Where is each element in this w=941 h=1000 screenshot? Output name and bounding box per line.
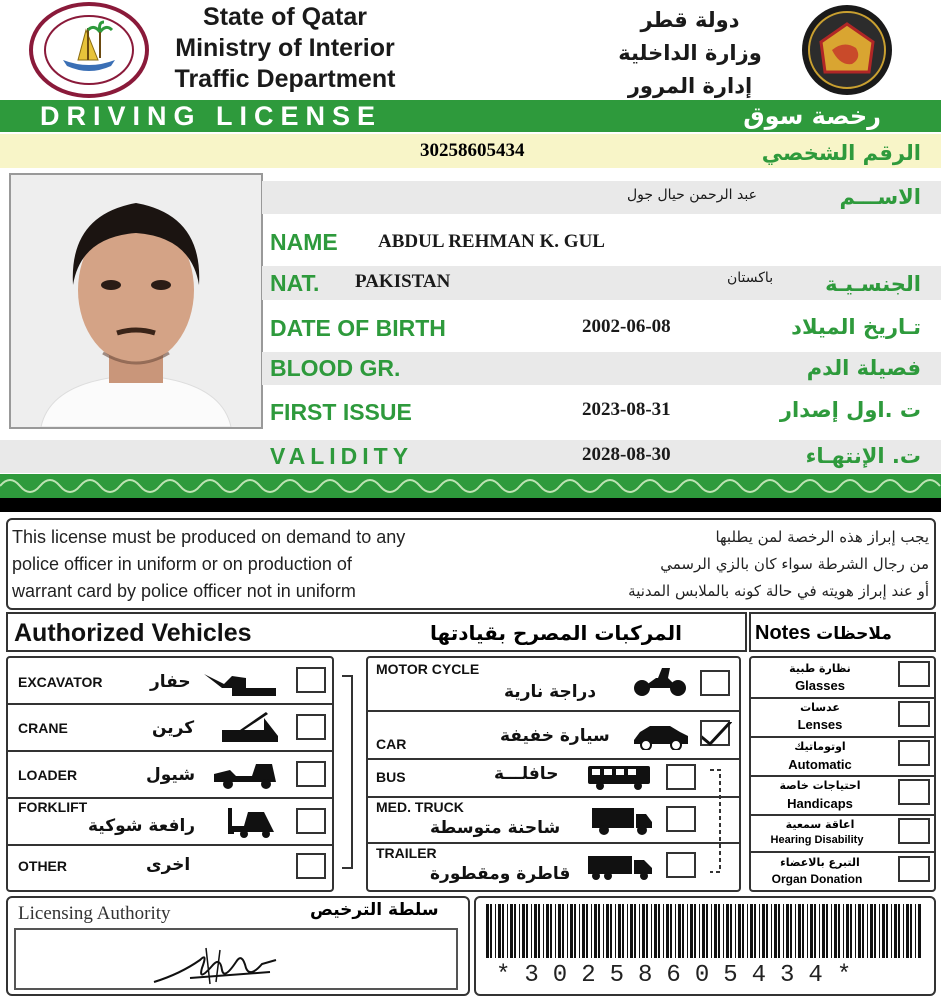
barcode-bar xyxy=(730,904,732,958)
note-automatic: Automatic xyxy=(788,757,852,772)
first-issue-value: 2023-08-31 xyxy=(582,399,671,420)
notice-ar-line-1: يجب إبراز هذه الرخصة لمن يطلبها xyxy=(715,528,929,546)
trailer-truck-icon xyxy=(586,852,656,882)
barcode-bar xyxy=(886,904,888,958)
bracket-icon xyxy=(706,766,730,876)
vehicle-forklift-label-ar: رافعة شوكية xyxy=(88,816,196,836)
notice-en-line-1: This license must be produced on demand to any xyxy=(12,527,406,547)
header-ar-line-ministry: وزارة الداخلية xyxy=(618,41,762,65)
note-handicaps: Handicaps xyxy=(787,796,853,811)
barcode-bar xyxy=(663,904,664,958)
dob-value: 2002-06-08 xyxy=(582,316,671,337)
barcode-bar xyxy=(754,904,756,958)
barcode-bar xyxy=(574,904,576,958)
barcode-bar xyxy=(550,904,552,958)
signature-icon xyxy=(150,938,280,988)
barcode-bar xyxy=(666,904,669,958)
barcode-bar xyxy=(783,904,784,958)
barcode-bar xyxy=(802,904,804,958)
notice-arabic xyxy=(628,524,929,605)
barcode-bar xyxy=(498,904,501,958)
notice-en-line-2: police officer in uniform or on production of xyxy=(12,554,352,574)
dob-label: DATE OF BIRTH xyxy=(270,315,446,341)
barcode-bar xyxy=(891,904,892,958)
barcode-bar xyxy=(918,904,921,958)
barcode-bar xyxy=(838,904,840,958)
forklift-checkbox[interactable] xyxy=(296,808,326,834)
divider xyxy=(368,842,739,844)
excavator-icon xyxy=(202,668,280,698)
barcode-bar xyxy=(726,904,729,958)
barcode-bar xyxy=(862,904,864,958)
automatic-checkbox[interactable] xyxy=(898,740,930,766)
row-dob xyxy=(262,312,941,344)
barcode-bar xyxy=(699,904,700,958)
barcode-bar xyxy=(654,904,657,958)
barcode-bar xyxy=(882,904,885,958)
header-arabic xyxy=(600,4,780,103)
vehicle-car-label-ar: سيارة خفيفة xyxy=(500,726,610,746)
barcode-bar xyxy=(486,904,489,958)
barcode-bar xyxy=(810,904,813,958)
vehicle-car-label: CAR xyxy=(376,736,407,752)
barcode-bar xyxy=(534,904,537,958)
note-automatic-ar: اوتوماتيك xyxy=(794,740,846,753)
divider xyxy=(8,750,332,752)
barcode-bar xyxy=(718,904,720,958)
divider xyxy=(8,703,332,705)
note-hearing-ar: اعاقة سمعية xyxy=(785,818,855,831)
header-ar-line-department: إدارة المرور xyxy=(627,74,753,98)
vehicle-forklift-label: FORKLIFT xyxy=(18,799,88,815)
checkmark-icon xyxy=(702,722,732,748)
authorized-vehicles-title: Authorized Vehicles xyxy=(14,619,252,647)
barcode-bar xyxy=(490,904,492,958)
row-validity xyxy=(0,440,941,473)
notes-title-en: Notes xyxy=(755,622,811,644)
divider xyxy=(368,796,739,798)
name-label-ar: الاســـم xyxy=(839,185,921,209)
barcode-bar xyxy=(603,904,604,958)
barcode-bar xyxy=(594,904,597,958)
barcode-bar xyxy=(870,904,873,958)
first-issue-label-ar: ت .اول إصدار xyxy=(779,398,921,422)
note-lenses: Lenses xyxy=(797,717,843,732)
name-value: ABDUL REHMAN K. GUL xyxy=(378,231,605,252)
other-checkbox[interactable] xyxy=(296,853,326,879)
divider xyxy=(751,814,934,816)
row-name-ar xyxy=(262,181,941,214)
barcode-bar xyxy=(766,904,768,958)
vehicle-trailer-label-ar: قاطرة ومقطورة xyxy=(430,864,571,884)
notes-title xyxy=(755,616,892,651)
license-front xyxy=(0,0,941,498)
barcode-bar xyxy=(543,904,544,958)
barcode-bar xyxy=(771,904,772,958)
divider xyxy=(751,851,934,853)
personal-id-value: 30258605434 xyxy=(420,140,525,161)
name-label: NAME xyxy=(270,229,338,255)
barcode-bar xyxy=(639,904,640,958)
vehicle-crane-label-ar: كرين xyxy=(152,718,195,738)
row-name xyxy=(262,226,941,258)
barcode-bar xyxy=(642,904,645,958)
barcode-bar xyxy=(627,904,628,958)
med-truck-checkbox[interactable] xyxy=(666,806,696,832)
notice-english xyxy=(12,524,405,605)
header-line-department: Traffic Department xyxy=(174,65,396,93)
barcode-bar xyxy=(738,904,741,958)
barcode-bar xyxy=(874,904,876,958)
barcode-bar xyxy=(910,904,912,958)
barcode-bar xyxy=(795,904,796,958)
barcode-bar xyxy=(598,904,600,958)
barcode-bar xyxy=(843,904,844,958)
authorized-vehicles-title-ar: المركبات المصرح بقيادتها xyxy=(430,621,682,645)
barcode-bar xyxy=(826,904,828,958)
barcode-bar xyxy=(867,904,868,958)
barcode-bar xyxy=(819,904,820,958)
barcode-bar xyxy=(567,904,568,958)
row-first-issue xyxy=(262,396,941,428)
note-organ-ar: التبرع بالاعضاء xyxy=(780,856,860,869)
barcode-bar xyxy=(606,904,609,958)
validity-label-ar: ت. الإنتهـاء xyxy=(805,444,921,468)
barcode-bar xyxy=(531,904,532,958)
barcode-bar xyxy=(690,904,693,958)
divider xyxy=(751,697,934,699)
row-blood xyxy=(262,352,941,385)
barcode-bar xyxy=(814,904,816,958)
barcode-bar xyxy=(706,904,708,958)
name-value-ar: عبد الرحمن حيال جول xyxy=(627,187,757,203)
motorcycle-checkbox[interactable] xyxy=(700,670,730,696)
blood-label-ar: فصيلة الدم xyxy=(806,356,921,380)
pattern-icon xyxy=(0,474,941,498)
barcode-bar xyxy=(579,904,580,958)
vehicle-crane-label: CRANE xyxy=(18,720,68,736)
nationality-label: NAT. xyxy=(270,270,320,296)
barcode-bar xyxy=(646,904,648,958)
barcode-bar xyxy=(711,904,712,958)
excavator-checkbox[interactable] xyxy=(296,667,326,693)
loader-checkbox[interactable] xyxy=(296,761,326,787)
holder-photo xyxy=(9,173,263,429)
vehicle-excavator-label-ar: حفار xyxy=(150,672,191,692)
barcode-bar xyxy=(555,904,556,958)
barcode-bar xyxy=(670,904,672,958)
note-glasses-ar: نظارة طبية xyxy=(789,662,851,675)
bus-icon xyxy=(586,764,652,790)
first-issue-label: FIRST ISSUE xyxy=(270,399,412,425)
ministry-emblem-icon xyxy=(28,2,150,98)
barcode-bar xyxy=(658,904,660,958)
barcode-bar xyxy=(546,904,549,958)
note-handicaps-ar: احتياجات خاصة xyxy=(779,779,861,792)
vehicle-bus-label: BUS xyxy=(376,769,406,785)
vehicle-trailer-label: TRAILER xyxy=(376,845,437,861)
barcode-bar xyxy=(786,904,789,958)
barcode-bar xyxy=(742,904,744,958)
barcode-bar xyxy=(526,904,528,958)
notice-ar-line-2: من رجال الشرطة سواء كان بالزي الرسمي xyxy=(660,555,929,573)
vehicle-motorcycle-label-ar: دراجة نارية xyxy=(504,682,597,702)
person-portrait-icon xyxy=(11,175,261,427)
barcode-bar xyxy=(858,904,861,958)
barcode-bar xyxy=(634,904,636,958)
handicaps-checkbox[interactable] xyxy=(898,779,930,805)
barcode-bar xyxy=(558,904,561,958)
barcode-bar xyxy=(879,904,880,958)
motorcycle-icon xyxy=(632,666,688,698)
hearing-checkbox[interactable] xyxy=(898,818,930,844)
crane-truck-icon xyxy=(220,710,282,746)
nationality-value: PAKISTAN xyxy=(355,271,451,292)
document-title-ar: رخصة سوق xyxy=(743,102,881,130)
vehicle-bus-label-ar: حافلـــة xyxy=(494,764,559,784)
crane-checkbox[interactable] xyxy=(296,714,326,740)
nationality-value-ar: باكستان xyxy=(727,270,774,286)
barcode-bar xyxy=(735,904,736,958)
car-icon xyxy=(632,722,690,750)
divider xyxy=(751,775,934,777)
dob-label-ar: تـاريخ الميلاد xyxy=(791,315,921,339)
barcode-bar xyxy=(678,904,681,958)
barcode-bar xyxy=(507,904,508,958)
vehicle-loader-label-ar: شيول xyxy=(146,765,196,785)
licensing-authority-label: Licensing Authority xyxy=(18,903,171,924)
barcode-bar xyxy=(759,904,760,958)
barcode-bar xyxy=(831,904,832,958)
decorative-pattern-band xyxy=(0,474,941,498)
row-nationality xyxy=(262,266,941,300)
nationality-label-ar: الجنسـيـة xyxy=(825,272,921,296)
barcode-bar xyxy=(586,904,588,958)
divider xyxy=(751,736,934,738)
notes-title-ar: ملاحظات xyxy=(816,624,892,644)
barcode-bar xyxy=(610,904,612,958)
note-lenses-ar: عدسات xyxy=(800,701,840,714)
vehicle-loader-label: LOADER xyxy=(18,767,78,783)
barcode-bar xyxy=(519,904,520,958)
barcode-bar xyxy=(790,904,792,958)
note-hearing: Hearing Disability xyxy=(770,834,864,846)
barcode-bar xyxy=(774,904,777,958)
barcode-bar xyxy=(822,904,825,958)
barcode-bar xyxy=(694,904,696,958)
barcode-bar xyxy=(807,904,808,958)
separator-band xyxy=(0,498,941,512)
divider xyxy=(8,844,332,846)
organ-checkbox[interactable] xyxy=(898,856,930,882)
personal-id-label: الرقم الشخصي xyxy=(761,141,921,165)
barcode-bar xyxy=(591,904,592,958)
vehicle-motorcycle-label: MOTOR CYCLE xyxy=(376,661,480,677)
note-glasses: Glasses xyxy=(795,678,845,693)
barcode-bar xyxy=(915,904,916,958)
barcode-bar xyxy=(723,904,724,958)
document-title: DRIVING LICENSE xyxy=(40,101,383,131)
vehicle-other-label: OTHER xyxy=(18,858,67,874)
bus-checkbox[interactable] xyxy=(666,764,696,790)
vehicle-med-truck-label: MED. TRUCK xyxy=(376,799,464,815)
barcode-bar xyxy=(538,904,540,958)
loader-icon xyxy=(212,760,282,790)
barcode-bar xyxy=(682,904,684,958)
divider xyxy=(368,710,739,712)
barcode-bar xyxy=(615,904,616,958)
barcode-bar xyxy=(714,904,717,958)
barcode-bar xyxy=(846,904,849,958)
barcode-number: *30258605434* xyxy=(496,962,866,989)
trailer-checkbox[interactable] xyxy=(666,852,696,878)
barcode-bar xyxy=(898,904,900,958)
barcode-bar xyxy=(618,904,621,958)
header-line-state: State of Qatar xyxy=(203,3,367,31)
note-organ: Organ Donation xyxy=(771,872,863,886)
notice-en-line-3: warrant card by police officer not in uniform xyxy=(12,581,356,601)
divider xyxy=(368,758,739,760)
barcode-bar xyxy=(778,904,780,958)
truck-icon xyxy=(590,806,654,836)
vehicle-other-label-ar: اخرى xyxy=(146,855,191,875)
barcode-bar xyxy=(750,904,753,958)
barcode-bar xyxy=(570,904,573,958)
vehicle-med-truck-label-ar: شاحنة متوسطة xyxy=(430,818,561,838)
barcode-bar xyxy=(906,904,909,958)
barcode-bar xyxy=(522,904,525,958)
barcode-bar xyxy=(850,904,852,958)
barcode-bar xyxy=(510,904,513,958)
barcode-bar xyxy=(675,904,676,958)
lenses-checkbox[interactable] xyxy=(898,701,930,727)
barcode-bar xyxy=(894,904,897,958)
forklift-icon xyxy=(214,804,280,838)
barcode-bar xyxy=(582,904,585,958)
barcode-bar xyxy=(562,904,564,958)
barcode-bar xyxy=(834,904,837,958)
blood-label: BLOOD GR. xyxy=(270,355,401,381)
header-line-ministry: Ministry of Interior xyxy=(175,34,395,62)
notice-ar-line-3: أو عند إبراز هويته في حالة كونه بالملابس المدنية xyxy=(628,582,929,600)
barcode-bar xyxy=(702,904,705,958)
bracket-icon xyxy=(338,672,362,872)
glasses-checkbox[interactable] xyxy=(898,661,930,687)
vehicle-excavator-label: EXCAVATOR xyxy=(18,674,103,690)
validity-value: 2028-08-30 xyxy=(582,444,671,465)
barcode-bar xyxy=(630,904,633,958)
barcode-bar xyxy=(903,904,904,958)
barcode-bar xyxy=(622,904,624,958)
header-english xyxy=(150,2,420,95)
gcc-emblem-icon xyxy=(788,2,906,98)
barcode-icon xyxy=(484,904,924,958)
barcode-bar xyxy=(855,904,856,958)
barcode-bar xyxy=(502,904,504,958)
barcode-bar xyxy=(495,904,496,958)
barcode-bar xyxy=(687,904,688,958)
barcode-bar xyxy=(798,904,801,958)
car-checkbox[interactable] xyxy=(700,720,730,746)
barcode-bar xyxy=(762,904,765,958)
barcode-bar xyxy=(747,904,748,958)
licensing-authority-label-ar: سلطة الترخيص xyxy=(310,900,439,920)
barcode-bar xyxy=(514,904,516,958)
header-ar-line-state: دولة قطر xyxy=(640,8,740,32)
validity-label: VALIDITY xyxy=(270,443,414,469)
barcode-bar xyxy=(651,904,652,958)
